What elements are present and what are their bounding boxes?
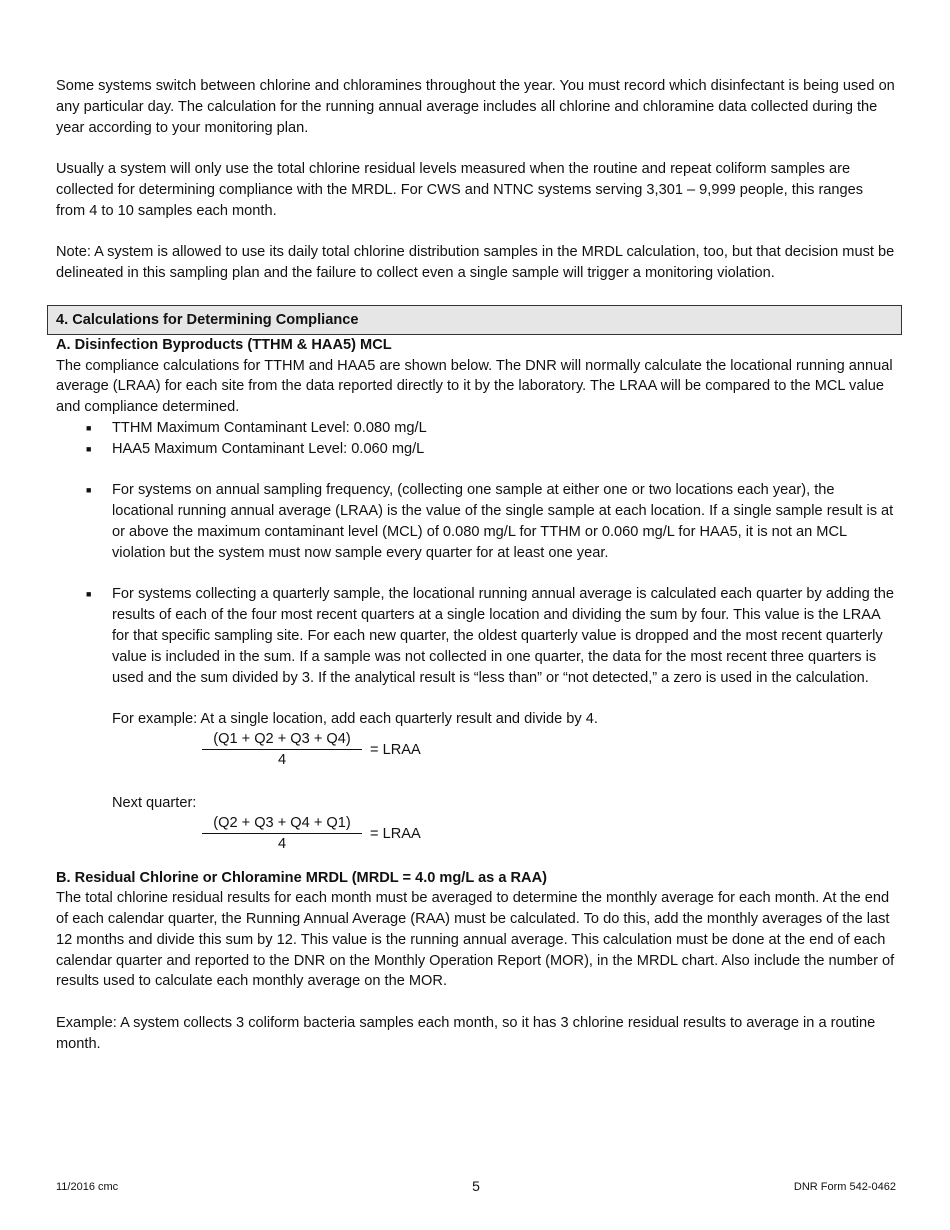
intro-paragraph-2: Usually a system will only use the total chlorine residual levels measured when the routine and repeat coliform samples are collected for determining compliance with the MRDL. For CWS and NTNC systems serving 3,301 – 9,999 people, this ranges from 4 to 10 samples each month. <box>56 161 864 219</box>
bullet-icon: ■ <box>86 485 92 496</box>
subsection-b-heading: B. Residual Chlorine or Chloramine MRDL (MRDL = 4.0 mg/L as a RAA) <box>56 869 547 886</box>
lraa-formula-1 <box>202 730 896 772</box>
subsection-a-heading: A. Disinfection Byproducts (TTHM & HAA5) MCL <box>56 336 392 353</box>
page-number: 5 <box>472 1178 480 1194</box>
page-footer <box>56 1178 896 1198</box>
quarterly-sampling-list <box>56 584 896 688</box>
lraa-formula-2 <box>202 814 896 856</box>
subsection-b-example: Example: A system collects 3 coliform bacteria samples each month, so it has 3 chlorine residual results to average in a routine month. <box>56 1015 876 1052</box>
footer-form-number: DNR Form 542-0462 <box>793 1181 896 1193</box>
example-intro: For example: At a single location, add each quarterly result and divide by 4. <box>112 711 598 728</box>
intro-paragraph-3: Note: A system is allowed to use its daily total chlorine distribution samples in the MRDL calculation, too, but that decision must be delineated in this sampling plan and the failure to collect even a single sample will trigger a monitoring violation. <box>56 244 895 282</box>
footer-revision: 11/2016 cmc <box>56 1181 119 1193</box>
list-item: ■ HAA5 Maximum Contaminant Level: 0.060 mg/L <box>56 439 896 460</box>
formula-numerator: (Q1 + Q2 + Q3 + Q4) <box>202 730 362 750</box>
subsection-a-intro: The compliance calculations for TTHM and HAA5 are shown below. The DNR will normally calculate the locational running annual average (LRAA) for each site from the data reported directly to it by the laboratory. The LRAA will be compared to the MCL value and compliance determined. <box>56 357 893 416</box>
mcl-limits-list <box>56 418 896 460</box>
formula-numerator: (Q2 + Q3 + Q4 + Q1) <box>202 814 362 834</box>
subsection-b-body: The total chlorine residual results for each month must be averaged to determine the monthly average for each month. At the end of each calendar quarter, the Running Annual Average (RAA) must be calculated. To do this, add the monthly averages of the last 12 months and divide this sum by 12. This value is the running annual average. This calculation must be done at the end of each calendar quarter and reported to the DNR on the Monthly Operation Report (MOR), in the MRDL chart. Also include the number of results used to calculate each monthly average on the MOR. <box>56 890 895 990</box>
formula-result: = LRAA <box>370 825 421 842</box>
list-item: ■ For systems on annual sampling frequency, (collecting one sample at either one or two locations each year), the locational running annual average (LRAA) is the value of the single sample at each location. If a single sample result is at or above the maximum contaminant level (MCL) of 0.080 mg/L for TTHM or 0.060 mg/L for HAA5, it is not an MCL violation but the system must now sample every quarter for at least one year. <box>86 482 894 561</box>
sampling-frequency-list <box>56 480 896 563</box>
formula-denominator: 4 <box>277 835 287 852</box>
section-heading: 4. Calculations for Determining Compliance <box>47 305 902 335</box>
bullet-icon: ■ <box>86 422 92 433</box>
document-page <box>56 76 896 1075</box>
formula-result: = LRAA <box>370 741 421 758</box>
formula-denominator: 4 <box>277 751 287 768</box>
bullet-icon: ■ <box>86 443 92 454</box>
intro-paragraph-1: Some systems switch between chlorine and chloramines throughout the year. You must record which disinfectant is being used on any particular day. The calculation for the running annual average includes all chlorine and chloramine data collected during the year according to your monitoring plan. <box>56 78 895 136</box>
next-quarter-label: Next quarter: <box>112 794 197 811</box>
list-item: ■ For systems collecting a quarterly sample, the locational running annual average is calculated each quarter by adding the results of each of the four most recent quarters at a single location and dividing the sum by four. This value is the LRAA for that specific sampling site. For each new quarter, the oldest quarterly value is dropped and the most recent quarterly value is included in the sum. If a sample was not collected in one quarter, the data for the most recent three quarters is used and the sum divided by 3. If the analytical result is “less than” or “not detected,” a zero is used in the calculation. <box>86 586 895 686</box>
bullet-icon: ■ <box>86 589 92 600</box>
list-item: ■ TTHM Maximum Contaminant Level: 0.080 mg/L <box>56 418 896 439</box>
